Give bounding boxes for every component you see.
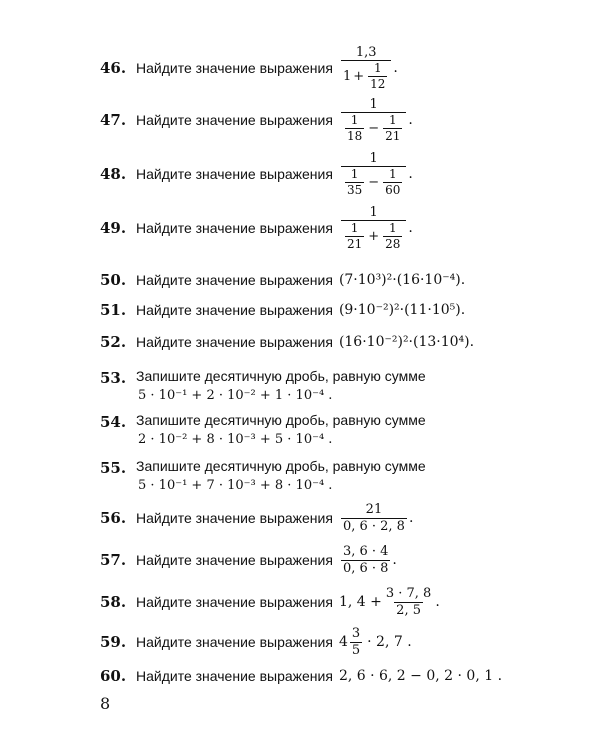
problem-number: 47. bbox=[100, 111, 127, 129]
fraction: $\frac{3}{5}$ bbox=[351, 625, 361, 658]
math-expression: (7·10³)²·(16·10⁻⁴). bbox=[338, 272, 466, 288]
problem-prompt: Найдите значение выражения bbox=[136, 166, 333, 182]
fraction: $\frac{1}{21}$ bbox=[346, 221, 363, 251]
math-expression: $\frac{3, 6 \cdot 4}{0, 6 \cdot 8}$ . bbox=[342, 543, 397, 576]
math-expression: 1 $\frac{1}{35}$ − $\frac{1}{60}$ . bbox=[339, 152, 413, 197]
problem-prompt: Найдите значение выражения bbox=[136, 334, 333, 350]
math-expression: 1,3 1 + $\frac{1}{12}$ . bbox=[342, 44, 398, 91]
problem-prompt: Найдите значение выражения bbox=[136, 112, 333, 128]
fraction: $\frac{1}{21}$ bbox=[385, 113, 401, 143]
math-expression: 1 $\frac{1}{18}$ − $\frac{1}{21}$ . bbox=[339, 98, 413, 143]
fraction: 1 $\frac{1}{21}$ + $\frac{1}{28}$ bbox=[341, 206, 406, 251]
problem-number: 58. bbox=[100, 593, 127, 611]
math-expression: 2, 6 · 6, 2 − 0, 2 · 0, 1 . bbox=[338, 668, 503, 684]
problem-prompt: Найдите значение выражения bbox=[136, 60, 333, 76]
math-expression: 5 · 10⁻¹ + 7 · 10⁻³ + 8 · 10⁻⁴ . bbox=[138, 478, 333, 493]
fraction: $\frac{21}{0, 6 \cdot 2, 8}$ bbox=[342, 501, 405, 534]
problem-prompt: Найдите значение выражения bbox=[136, 552, 333, 568]
problem-prompt: Найдите значение выражения bbox=[136, 302, 333, 318]
problem-prompt: Запишите десятичную дробь, равную сумме bbox=[136, 368, 426, 384]
math-expression: 2 · 10⁻² + 8 · 10⁻³ + 5 · 10⁻⁴ . bbox=[138, 432, 333, 447]
problem-number: 55. bbox=[100, 459, 127, 477]
problem-number: 53. bbox=[100, 369, 127, 387]
fraction: $\frac{1}{28}$ bbox=[385, 221, 401, 251]
fraction: 1 $\frac{1}{18}$ − $\frac{1}{21}$ bbox=[341, 98, 406, 143]
fraction: $\frac{3 \cdot 7, 8}{2, 5}$ bbox=[385, 585, 432, 618]
problem-number: 59. bbox=[100, 633, 127, 651]
problem-number: 52. bbox=[100, 333, 127, 351]
problem-number: 49. bbox=[100, 219, 127, 237]
fraction: 1,3 1 + $\frac{1}{12}$ bbox=[341, 46, 391, 91]
problem-prompt: Найдите значение выражения bbox=[136, 634, 333, 650]
fraction: $\frac{1}{35}$ bbox=[346, 167, 363, 197]
fraction: 1 $\frac{1}{35}$ − $\frac{1}{60}$ bbox=[341, 152, 406, 197]
problem-number: 48. bbox=[100, 165, 127, 183]
problem-prompt: Найдите значение выражения bbox=[136, 220, 333, 236]
math-expression: 1, 4 + $\frac{3 \cdot 7, 8}{2, 5}$ . bbox=[338, 585, 440, 618]
problem-number: 50. bbox=[100, 271, 127, 289]
math-expression: $\frac{21}{0, 6 \cdot 2, 8}$ . bbox=[342, 501, 414, 534]
problem-number: 57. bbox=[100, 551, 127, 569]
problem-prompt: Найдите значение выражения bbox=[136, 668, 333, 684]
math-expression: (9·10⁻²)²·(11·10⁵). bbox=[338, 302, 466, 318]
math-expression: 4 $\frac{3}{5}$ · 2, 7 . bbox=[338, 625, 412, 658]
page-number: 8 bbox=[100, 694, 111, 713]
problem-number: 46. bbox=[100, 59, 127, 77]
math-expression: 5 · 10⁻¹ + 2 · 10⁻² + 1 · 10⁻⁴ . bbox=[138, 388, 333, 403]
problem-number: 56. bbox=[100, 509, 127, 527]
fraction: $\frac{1}{60}$ bbox=[385, 167, 401, 197]
problem-prompt: Найдите значение выражения bbox=[136, 510, 333, 526]
fraction: $\frac{1}{18}$ bbox=[346, 113, 363, 143]
problem-prompt: Запишите десятичную дробь, равную сумме bbox=[136, 458, 426, 474]
problem-prompt: Найдите значение выражения bbox=[136, 272, 333, 288]
math-expression: (16·10⁻²)²·(13·10⁴). bbox=[338, 334, 475, 350]
fraction: $\frac{3, 6 \cdot 4}{0, 6 \cdot 8}$ bbox=[342, 543, 389, 576]
problem-number: 54. bbox=[100, 413, 127, 431]
fraction: $\frac{1}{12}$ bbox=[370, 61, 386, 91]
math-expression: 1 $\frac{1}{21}$ + $\frac{1}{28}$ . bbox=[339, 206, 413, 251]
problem-number: 51. bbox=[100, 301, 127, 319]
problem-prompt: Запишите десятичную дробь, равную сумме bbox=[136, 412, 426, 428]
problem-number: 60. bbox=[100, 667, 127, 685]
problem-prompt: Найдите значение выражения bbox=[136, 594, 333, 610]
